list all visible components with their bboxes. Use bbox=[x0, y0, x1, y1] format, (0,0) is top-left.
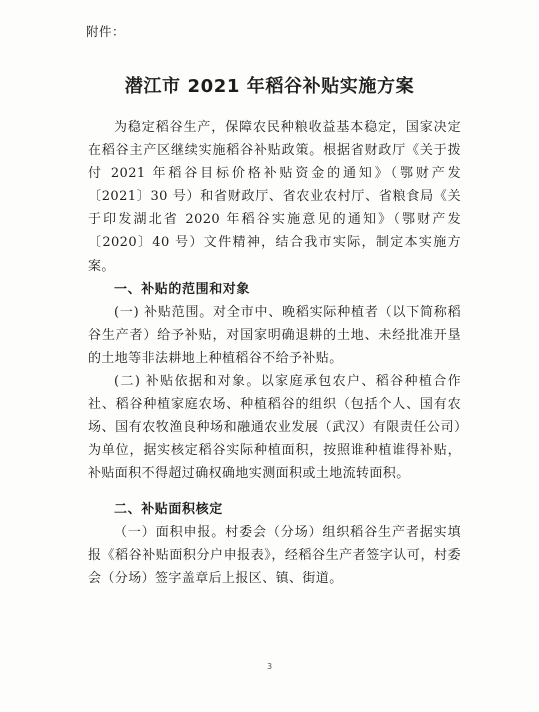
section-heading-scope: 一、补贴的范围和对象 bbox=[114, 281, 251, 297]
page-number: 3 bbox=[266, 662, 273, 671]
paragraph-subsidy-scope: (一) 补贴范围。对全市中、晚稻实际种植者（以下简称稻谷生产者）给予补贴，对国家明确退耕的土地、未经批准开垦的土地等非法耕地上种植稻谷不给予补贴。 bbox=[88, 304, 461, 366]
section-heading-area-verification: 二、补贴面积核定 bbox=[114, 501, 223, 517]
document-title: 潜江市 2021 年稻谷补贴实施方案 bbox=[124, 76, 415, 97]
paragraph-subsidy-basis: (二) 补贴依据和对象。以家庭承包农户、稻谷种植合作社、稻谷种植家庭农场、种植稻谷的组织（包括个人、国有农场、国有农牧渔良种场和融通农业发展（武汉）有限责任公司）为单位，据实核定稻谷实际种植面积，按照谁种植谁得补贴，补贴面积不得超过确权确地实测面积或土地流转面积。 bbox=[88, 374, 461, 482]
document-body bbox=[88, 116, 461, 590]
attachment-label: 附件： bbox=[86, 24, 126, 39]
intro-paragraph: 为稳定稻谷生产，保障农民种粮收益基本稳定，国家决定在稻谷主产区继续实施稻谷补贴政策。根据省财政厅《关于拨付 2021 年稻谷目标价格补贴资金的通知》（鄂财产发〔2021〕30 号）和省财政厅、省农业农村厅、省粮食局《关于印发湖北省 2020 年稻谷实施意见的通知》（鄂财产发〔2020〕40 号）文件精神，结合我市实际，制定本实施方案。 bbox=[88, 120, 461, 274]
paragraph-area-declaration: （一）面积申报。村委会（分场）组织稻谷生产者据实填报《稻谷补贴面积分户申报表》，经稻谷生产者签字认可，村委会（分场）签字盖章后上报区、镇、街道。 bbox=[88, 524, 461, 586]
